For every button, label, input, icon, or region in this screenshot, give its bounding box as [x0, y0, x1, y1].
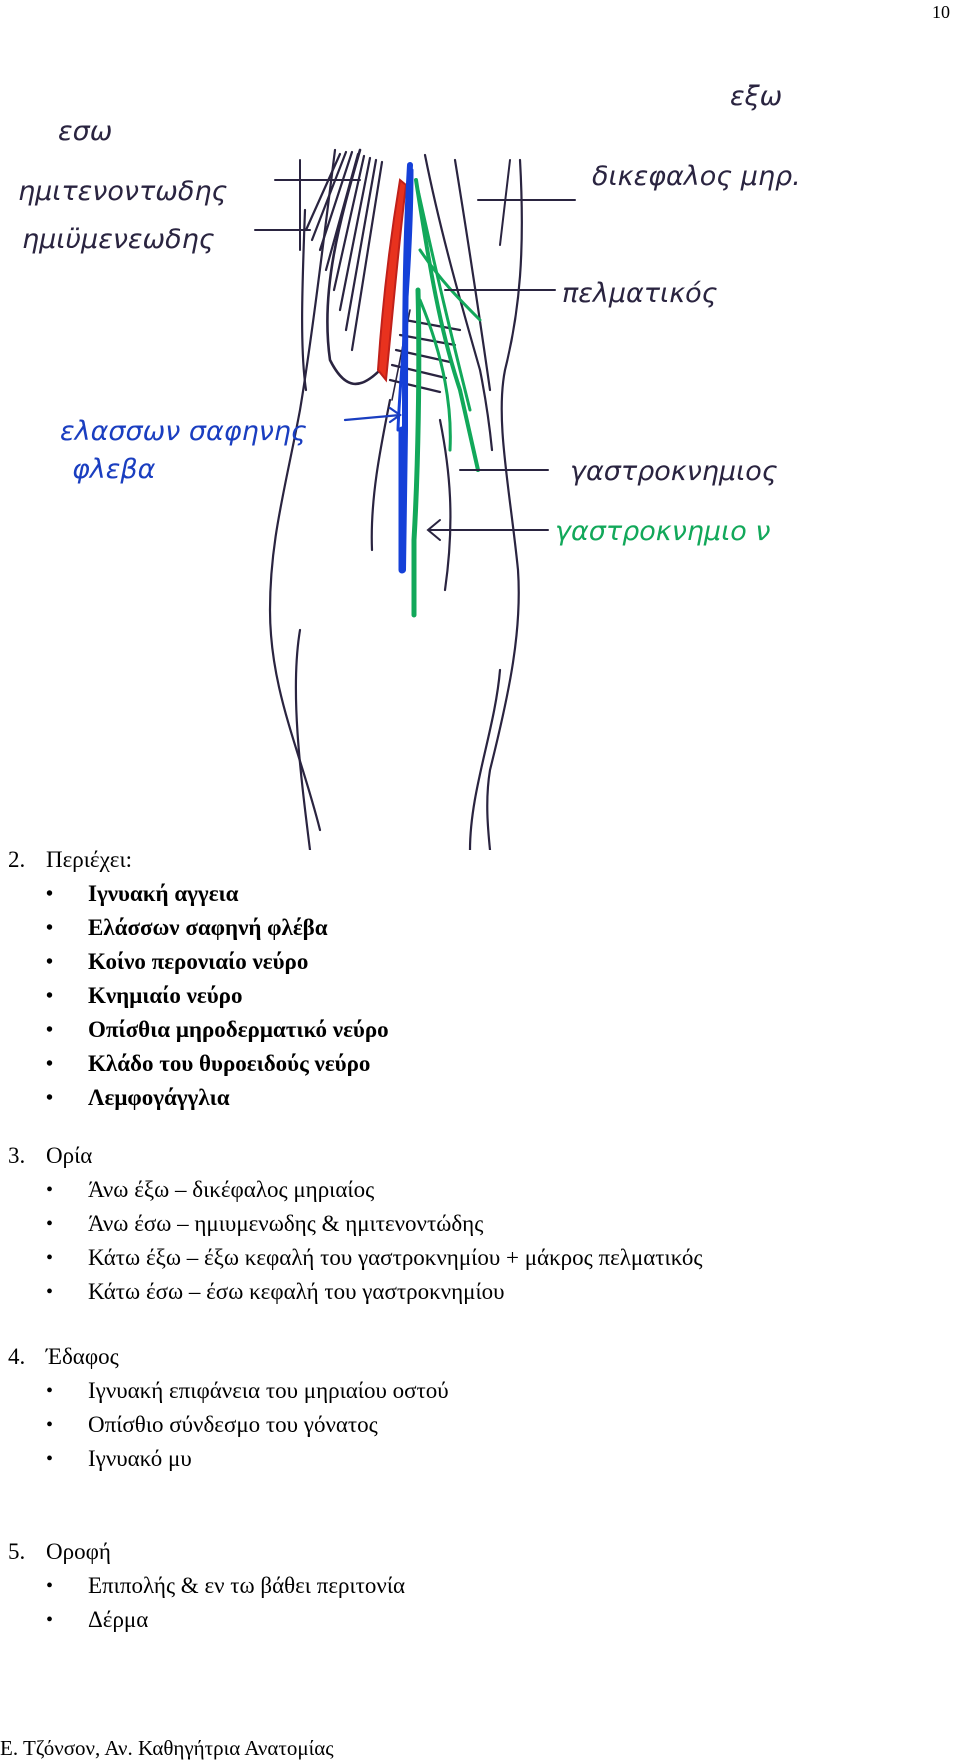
- list-item: • Άνω έσω – ημιυμενωδης & ημιτενοντώδης: [8, 1207, 702, 1241]
- page-number: 10: [932, 2, 950, 22]
- list-item: • Άνω έξω – δικέφαλος μηριαίος: [8, 1173, 702, 1207]
- section-3: [8, 1139, 702, 1309]
- list-item: • Οπίσθιο σύνδεσμο του γόνατος: [8, 1408, 449, 1442]
- section-heading: [8, 1535, 405, 1569]
- label-gastroknimios: γαστροκνημιος: [570, 456, 778, 487]
- list-item: • Οπίσθια μηροδερματικό νεύρο: [8, 1013, 389, 1047]
- label-exo: εξω: [730, 81, 783, 112]
- label-gastroknimio-n: γαστροκνημιο ν: [555, 516, 771, 547]
- section-number: 3.: [8, 1143, 26, 1168]
- section-number: 5.: [8, 1539, 26, 1564]
- bullet-list: [8, 1569, 405, 1637]
- list-item: • Ελάσσων σαφηνή φλέβα: [8, 911, 389, 945]
- label-imitenontodis: ημιτενοντωδης: [18, 176, 228, 207]
- label-eso: εσω: [58, 116, 113, 147]
- inner-contour-right: [470, 670, 500, 850]
- bullet-list: [8, 877, 389, 1115]
- leader-saphinis: [345, 415, 400, 420]
- list-item: • Ιγνυακή αγγεια: [8, 877, 389, 911]
- leg-outline-right: [487, 160, 522, 850]
- label-pelmatikos: πελματικός: [562, 278, 718, 309]
- bullet-list: [8, 1374, 449, 1476]
- label-saphinis-2: φλεβα: [72, 454, 156, 485]
- popliteal-fossa-drawing: [0, 70, 960, 850]
- section-heading: [8, 1139, 702, 1173]
- medial-thigh-line: [302, 210, 306, 390]
- section-5: [8, 1535, 405, 1637]
- section-title: Οροφή: [46, 1539, 111, 1564]
- section-title: Έδαφος: [46, 1344, 119, 1369]
- section-2: [8, 843, 389, 1115]
- label-dikefalos: δικεφαλος μηρ.: [592, 161, 801, 192]
- list-item: • Κοίνο περονιαίο νεύρο: [8, 945, 389, 979]
- section-heading: [8, 843, 389, 877]
- section-title: Ορία: [46, 1143, 93, 1168]
- list-item: • Κνημιαίο νεύρο: [8, 979, 389, 1013]
- list-item: • Λεμφογάγγλια: [8, 1081, 389, 1115]
- list-item: • Κλάδο του θυροειδούς νεύρο: [8, 1047, 389, 1081]
- list-item: • Κάτω έσω – έσω κεφαλή του γαστροκνημίου: [8, 1275, 702, 1309]
- list-item: • Κάτω έξω – έξω κεφαλή του γαστροκνημίου + μάκρος πελματικός: [8, 1241, 702, 1275]
- gastrocnemius-medial-head: [372, 400, 390, 550]
- footer-author: Ε. Τζόνσον, Αν. Καθηγήτρια Ανατομίας: [0, 1736, 334, 1760]
- list-item: • Δέρμα: [8, 1603, 405, 1637]
- section-heading: [8, 1340, 449, 1374]
- section-number: 2.: [8, 847, 26, 872]
- label-imiymenodis: ημιϋμενεωδης: [22, 224, 215, 255]
- list-item: • Επιπολής & εν τω βάθει περιτονία: [8, 1569, 405, 1603]
- list-item: • Ιγνυακή επιφάνεια του μηριαίου οστού: [8, 1374, 449, 1408]
- section-number: 4.: [8, 1344, 26, 1369]
- label-saphinis-1: ελασσων σαφηνης: [60, 416, 307, 447]
- list-item: • Ιγνυακό μυ: [8, 1442, 449, 1476]
- section-title: Περιέχει:: [46, 847, 133, 872]
- inner-contour-left: [296, 630, 310, 850]
- section-4: [8, 1340, 449, 1476]
- bullet-list: [8, 1173, 702, 1309]
